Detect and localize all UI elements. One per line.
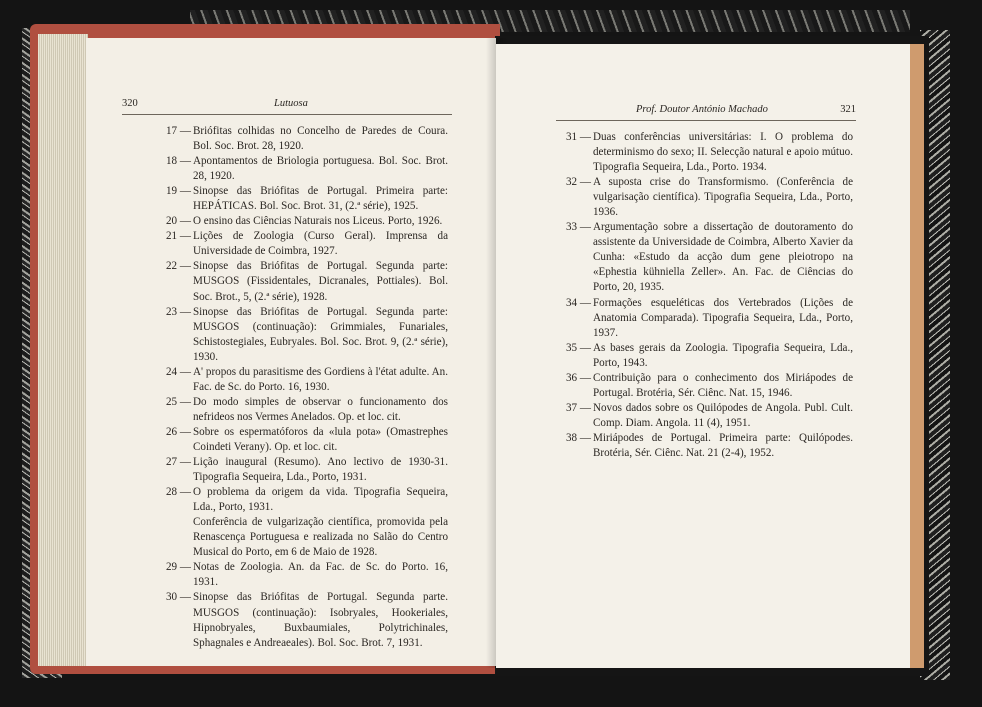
entry-number: 27 — — [166, 456, 191, 469]
list-item — [166, 425, 448, 455]
entry-number: 30 — — [166, 591, 191, 604]
list-item — [166, 229, 448, 259]
entry-number: 25 — — [166, 395, 191, 408]
list-item — [566, 341, 853, 371]
list-item — [166, 124, 448, 154]
entry-text: Novos dados sobre os Quilópodes de Angola. Publ. Cult. Comp. Diam. Angola. 11 (4), 1951. — [593, 401, 853, 429]
entry-text: Sinopse das Briófitas de Portugal. Segunda parte. MUSGOS (continuação): Isobryales, Hookeriales, Hipnobryales, Buxbaumiales, Polytrichinales, Sphagnales e Andreaeales). Bol. Soc. Brot. 7, 1931. — [193, 591, 448, 649]
right-page-number: 321 — [840, 104, 856, 115]
list-item — [166, 214, 448, 229]
left-bibliography-list — [166, 124, 448, 651]
entry-number: 29 — — [166, 561, 191, 574]
entry-number: 28 — — [166, 486, 191, 499]
entry-text: Sinopse das Briófitas de Portugal. Segunda parte: MUSGOS (continuação): Grimmiales, Funariales, Schistostegiales, Eubryales. Bol. Soc. Brot. 9, (2.ª série), 1930. — [193, 305, 448, 363]
entry-number: 38 — — [566, 431, 591, 444]
entry-text: As bases gerais da Zoologia. Tipografia Sequeira, Lda., Porto, 1943. — [593, 341, 853, 369]
entry-number: 33 — — [566, 221, 591, 234]
right-header-rule — [556, 120, 856, 121]
right-bibliography-list — [566, 130, 853, 461]
entry-text: Lições de Zoologia (Curso Geral). Imprensa da Universidade de Coimbra, 1927. — [193, 230, 448, 258]
list-item — [166, 305, 448, 365]
entry-text: Miriápodes de Portugal. Primeira parte: Quilópodes. Brotéria, Sér. Ciênc. Nat. 21 (2-4), 1952. — [593, 431, 853, 459]
list-item — [166, 590, 448, 650]
entry-text: A suposta crise do Transformismo. (Conferência de vulgarisação científica). Tipografia Sequeira, Lda., Porto, 1936. — [593, 176, 853, 219]
list-item — [166, 560, 448, 590]
entry-text: Notas de Zoologia. An. da Fac. de Sc. do Porto. 16, 1931. — [193, 561, 448, 589]
list-item — [166, 515, 448, 560]
entry-number: 23 — — [166, 305, 191, 318]
entry-text: Contribuição para o conhecimento dos Miriápodes de Portugal. Brotéria, Sér. Ciênc. Nat. 15, 1946. — [593, 371, 853, 399]
entry-number: 35 — — [566, 341, 591, 354]
entry-text: Apontamentos de Briologia portuguesa. Bol. Soc. Brot. 28, 1920. — [193, 155, 448, 183]
entry-number: 26 — — [166, 425, 191, 438]
entry-text: Duas conferências universitárias: I. O problema do determinismo do sexo; II. Selecção natural e apoio mútuo. Tipografia Sequeira, Lda., Porto. 1934. — [593, 131, 853, 174]
list-item — [166, 485, 448, 515]
right-page-edge — [910, 44, 924, 668]
entry-number: 18 — — [166, 155, 191, 168]
entry-text: Argumentação sobre a dissertação de doutoramento do assistente da Universidade de Coimbra, Alberto Xavier da Cunha: «Estudo da acção dum gene pleiotropo na «Ephestia kühniella Zeller». An. Fac. de Ciências do Porto, 20, 1935. — [593, 221, 853, 294]
entry-number: 34 — — [566, 296, 591, 309]
list-item — [566, 175, 853, 220]
left-page — [86, 38, 496, 666]
left-running-head: Lutuosa — [274, 98, 308, 109]
entry-number: 24 — — [166, 365, 191, 378]
entry-text: A' propos du parasitisme des Gordiens à l'état adulte. An. Fac. de Sc. do Porto. 16, 1930. — [193, 365, 448, 393]
entry-text: Formações esqueléticas dos Vertebrados (Lições de Anatomia Comparada). Tipografia Sequeira, Lda., Porto, 1937. — [593, 296, 853, 339]
list-item — [166, 259, 448, 304]
entry-text: Conferência de vulgarização científica, promovida pela Renascença Portuguesa e realizada no Salão do Centro Musical do Porto, em 6 de Maio de 1928. — [193, 516, 448, 559]
entry-text: O ensino das Ciências Naturais nos Liceus. Porto, 1926. — [193, 215, 443, 228]
list-item — [566, 431, 853, 461]
left-page-number: 320 — [122, 98, 138, 109]
list-item — [166, 395, 448, 425]
list-item — [166, 184, 448, 214]
entry-text: Briófitas colhidas no Concelho de Paredes de Coura. Bol. Soc. Brot. 28, 1920. — [193, 125, 448, 153]
entry-text: Lição inaugural (Resumo). Ano lectivo de 1930-31. Tipografia Sequeira, Lda., Porto, 1931. — [193, 456, 448, 484]
entry-number: 32 — — [566, 176, 591, 189]
entry-text: Sinopse das Briófitas de Portugal. Primeira parte: HEPÁTICAS. Bol. Soc. Brot. 31, (2.ª série), 1925. — [193, 185, 448, 213]
entry-number: 17 — — [166, 125, 191, 137]
list-item — [166, 455, 448, 485]
entry-text: Sobre os espermatóforos da «lula pota» (Omastrephes Coindeti Verany). Op. et loc. cit. — [193, 425, 448, 453]
entry-text: Sinopse das Briófitas de Portugal. Segunda parte: MUSGOS (Fissidentales, Dicranales, Pottiales). Bol. Soc. Brot., 5, (2.ª série), 1928. — [193, 260, 448, 303]
list-item — [566, 371, 853, 401]
page-block-edges — [38, 34, 88, 666]
entry-number: 20 — — [166, 215, 191, 228]
entry-number: 19 — — [166, 185, 191, 198]
list-item — [566, 130, 853, 175]
entry-number: 31 — — [566, 131, 591, 143]
entry-text: O problema da origem da vida. Tipografia Sequeira, Lda., Porto, 1931. — [193, 486, 448, 514]
right-page — [496, 44, 910, 668]
entry-number: 37 — — [566, 401, 591, 414]
entry-number: 21 — — [166, 230, 191, 243]
entry-number: 22 — — [166, 260, 191, 273]
entry-number: 36 — — [566, 371, 591, 384]
list-item — [166, 154, 448, 184]
list-item — [566, 296, 853, 341]
entry-text: Do modo simples de observar o funcionamento dos nefrideos nos Vermes Anelados. Op. et loc. cit. — [193, 395, 448, 423]
right-running-head: Prof. Doutor António Machado — [636, 104, 768, 115]
list-item — [166, 365, 448, 395]
list-item — [566, 220, 853, 295]
list-item — [566, 401, 853, 431]
left-header-rule — [122, 114, 452, 115]
